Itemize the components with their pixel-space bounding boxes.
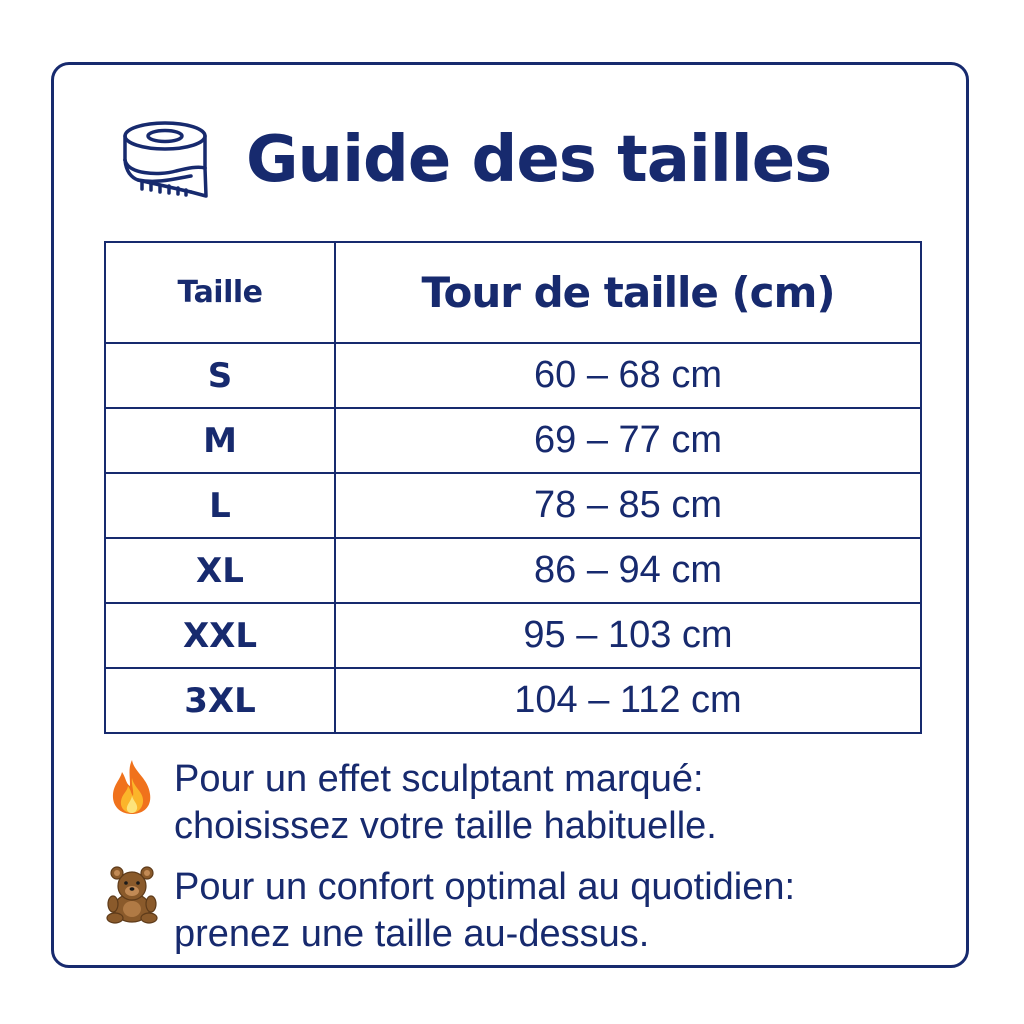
note-line: prenez une taille au-dessus. (174, 913, 650, 955)
note-comfort (104, 864, 795, 958)
note-text (174, 864, 795, 958)
size-cell: S (105, 343, 335, 408)
table-row (105, 668, 921, 733)
waist-range-cell: 69 – 77 cm (335, 408, 921, 473)
fire-icon (104, 756, 160, 816)
table-row (105, 408, 921, 473)
note-line: Pour un confort optimal au quotidien: (174, 866, 796, 908)
table-row (105, 473, 921, 538)
size-cell: XL (105, 538, 335, 603)
table-row (105, 343, 921, 408)
measuring-tape-icon (118, 118, 212, 202)
table-row (105, 603, 921, 668)
waist-range-cell: 95 – 103 cm (335, 603, 921, 668)
column-header-waist: Tour de taille (cm) (335, 242, 921, 343)
page-title: Guide des tailles (246, 123, 832, 197)
table-header-row (105, 242, 921, 343)
size-table (104, 241, 922, 734)
waist-range-cell: 78 – 85 cm (335, 473, 921, 538)
note-line: choisissez votre taille habituelle. (174, 805, 717, 847)
size-cell: M (105, 408, 335, 473)
note-sculpting (104, 756, 717, 850)
size-cell: XXL (105, 603, 335, 668)
header (118, 112, 831, 208)
size-cell: L (105, 473, 335, 538)
waist-range-cell: 104 – 112 cm (335, 668, 921, 733)
size-cell: 3XL (105, 668, 335, 733)
waist-range-cell: 60 – 68 cm (335, 343, 921, 408)
column-header-size: Taille (105, 242, 335, 343)
teddy-bear-icon (104, 864, 160, 924)
waist-range-cell: 86 – 94 cm (335, 538, 921, 603)
note-text (174, 756, 717, 850)
table-row (105, 538, 921, 603)
note-line: Pour un effet sculptant marqué: (174, 758, 704, 800)
